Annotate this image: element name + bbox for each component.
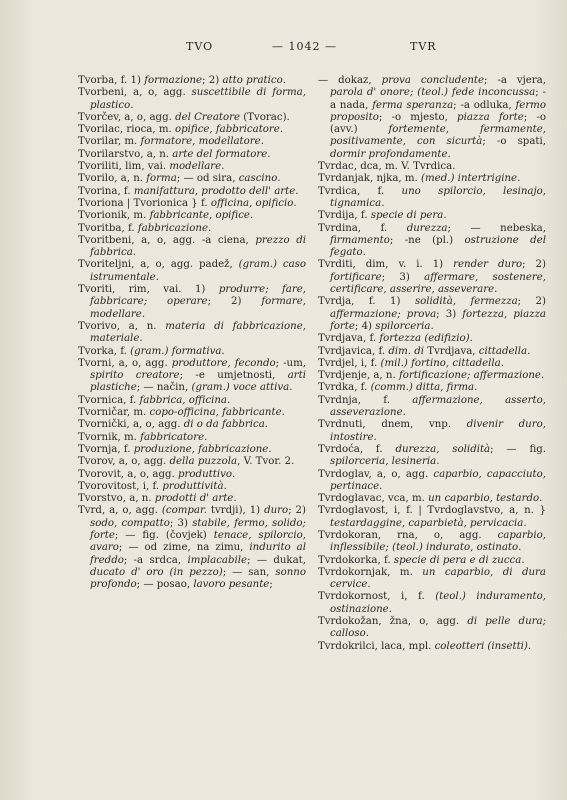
dictionary-entry: Tvrdokorka, f. specie di pera e di zucca. xyxy=(318,554,525,566)
dictionary-entry: Tvorovitost, i, f. produttività. xyxy=(78,480,227,492)
dictionary-entry: Tvrdjel, i, f. (mil.) fortino, cittadella. xyxy=(318,357,504,369)
dictionary-entry: Tvrdokožan, žna, o, agg. di pelle dura; calloso. xyxy=(318,616,547,640)
dictionary-entry: Tvornik, m. fabbricatore. xyxy=(78,431,208,443)
dictionary-entry: Tvornica, f. fabbrica, officina. xyxy=(78,394,231,406)
dictionary-entry: Tvorničar, m. copo-officina, fabbricante. xyxy=(78,407,285,419)
dictionary-entry: Tvornja, f. produzione, fabbricazione. xyxy=(78,443,272,455)
dictionary-entry: Tvrdoglavost, i, f. | Tvrdoglavstvo, a, n. } testardaggine, caparbietà, pervicacia. xyxy=(318,505,546,529)
dictionary-entry: Tvoritbeni, a, o, agg. -a ciena, prezzo di fabbrica. xyxy=(78,234,306,259)
dictionary-entry: Tvrdnuti, dnem, vnp. divenir duro, intostire. xyxy=(318,419,546,443)
dictionary-entry: Tvrdoglavac, vca, m. un caparbio, testardo. xyxy=(318,493,543,505)
dictionary-entry: Tvrdica, f. uno spilorcio, lesinajo, tignamica. xyxy=(318,185,546,209)
dictionary-entry: Tvrdokoran, rna, o, agg. caparbio, inflessibile; (teol.) indurato, ostinato. xyxy=(318,529,546,554)
page-header xyxy=(0,40,567,60)
dictionary-entry: Tvoriona | Tvorionica } f. officina, opificio. xyxy=(78,197,297,209)
dictionary-entry: Tvrdoća, f. durezza, solidità; — fig. spilorceria, lesineria. xyxy=(318,443,547,468)
page-number: — 1042 — xyxy=(272,40,337,53)
dictionary-entry: Tvorov, a, o, agg. della puzzola, V. Tvor. 2. xyxy=(78,456,295,468)
dictionary-entry: Tvorbeni, a, o, agg. suscettibile di forma, plastico. xyxy=(78,87,306,111)
dictionary-entry: Tvorba, f. 1) formazione; 2) atto pratico. xyxy=(78,75,286,86)
dictionary-entry: Tvorka, f. (gram.) formativa. xyxy=(78,345,225,357)
dictionary-entry: Tvrdjavica, f. dim. di Tvrdjava, cittadella. xyxy=(318,345,531,357)
dictionary-entry: Tvrdac, dca, m. V. Tvrdica. xyxy=(318,161,456,173)
dictionary-entry: Tvornički, a, o, agg. di o da fabbrica. xyxy=(78,419,269,431)
dictionary-entry: Tvorionik, m. fabbricante, opifice. xyxy=(78,210,254,222)
dictionary-entry: Tvorstvo, a, n. prodotti d' arte. xyxy=(78,493,237,505)
dictionary-entry: Tvrdokrilci, laca, mpl. coleotteri (insetti). xyxy=(318,640,532,652)
dictionary-entry: Tvrdoglav, a, o, agg. caparbio, capacciuto, pertinace. xyxy=(318,468,546,492)
header-left-guide-word: TVO xyxy=(186,40,214,53)
dictionary-entry: Tvrditi, dim, v. i. 1) render duro; 2) fortificare; 3) affermare, sostenere, certificare, asserire, asseverare. xyxy=(318,259,546,296)
dictionary-entry: Tvorilarstvo, a, n. arte del formatore. xyxy=(78,148,271,160)
dictionary-entry: Tvrdja, f. 1) solidità, fermezza; 2) affermazione; prova; 3) fortezza, piazza forte; 4) spilorceria. xyxy=(318,296,546,332)
dictionary-entry: Tvrdokornost, i, f. (teol.) induramento, ostinazione. xyxy=(318,591,546,615)
dictionary-entry: Tvrdjava, f. fortezza (edifizio). xyxy=(318,333,473,345)
dictionary-entry: Tvoriti, rim, vai. 1) produrre; fare, fabbricare; operare; 2) formare, modellare. xyxy=(78,284,307,320)
dictionary-entry: Tvorovit, a, o, agg. produttivo. xyxy=(78,468,236,480)
dictionary-entry: Tvorivo, a, n. materia di fabbricazione, materiale. xyxy=(78,320,307,345)
dictionary-entry: Tvorilac, rioca, m. opifice, fabbricatore. xyxy=(78,124,284,136)
left-column xyxy=(78,75,306,591)
dictionary-entry: Tvoriteljni, a, o, agg. padež, (gram.) caso istrumentale. xyxy=(78,259,306,283)
dictionary-entry: Tvrd, a, o, agg. (compar. tvrdji), 1) duro; 2) sodo, compatto; 3) stabile, fermo, solido; forte; — fig. (čovjek) tenace, spilorcio, avaro; — od zime, na zimu, indurito al freddo; -a srdca, implacabile; — dukat, ducato d' oro (in pezzo); — san, sonno profondo; — posao, lavoro pesante; xyxy=(78,505,307,591)
dictionary-entry: Tvorilar, m. formatore, modellatore. xyxy=(78,136,264,148)
dictionary-entry: Tvrdija, f. specie di pera. xyxy=(318,210,447,222)
dictionary-entry: Tvorilo, a, n. forma; — od sira, cascino. xyxy=(78,173,281,185)
header-right-guide-word: TVR xyxy=(410,40,437,53)
dictionary-entry: Tvorni, a, o, agg. produttore, fecondo; -um, spirito creatore; -e umjetnosti, arti plastiche; — način, (gram.) voce attiva. xyxy=(78,357,307,394)
dictionary-entry: Tvrdnja, f. affermazione, asserto, asseverazione. xyxy=(318,394,546,419)
dictionary-entry: Tvoriliti, lim, vai. modellare. xyxy=(78,161,225,173)
dictionary-entry: Tvrdokornjak, m. un caparbio, di dura cervice. xyxy=(318,566,546,591)
dictionary-entry: Tvorina, f. manifattura, prodotto dell' arte. xyxy=(78,185,299,197)
dictionary-entry: — dokaz, prova concludente; -a vjera, parola d' onore; (teol.) fede inconcussa; -a nada, ferma speranza; -a odluka, fermo proposito; -o mjesto, piazza forte; -o (avv.) fortemente, fermamente, positivamente, con sicurtà; -o spati, dormir profondamente. xyxy=(318,75,547,160)
right-column xyxy=(318,75,546,653)
dictionary-entry: Tvoritba, f. fabbricazione. xyxy=(78,222,212,234)
dictionary-entry: Tvrdanjak, njka, m. (med.) intertrigine. xyxy=(318,173,521,185)
dictionary-entry: Tvrdina, f. durezza; — nebeska, firmamento; -ne (pl.) ostruzione del fegato. xyxy=(318,222,546,259)
dictionary-entry: Tvrdjenje, a, n. fortificazione; affermazione. xyxy=(318,370,545,382)
dictionary-entry: Tvorčev, a, o, agg. del Creatore (Tvorac). xyxy=(78,111,290,123)
dictionary-entry: Tvrdka, f. (comm.) ditta, firma. xyxy=(318,382,478,394)
